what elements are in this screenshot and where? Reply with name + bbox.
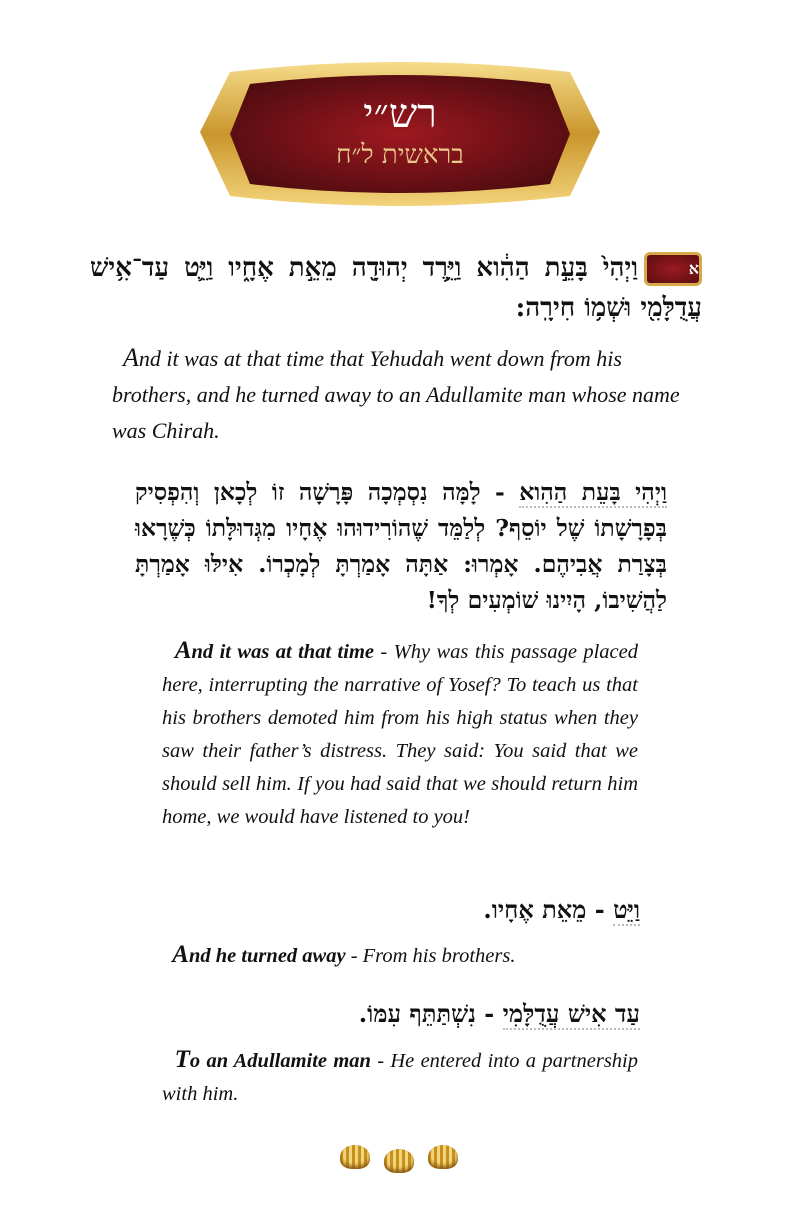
dibbur-hamatchil: וַיֵּט xyxy=(613,895,640,924)
translation-text: nd it was at that time that Yehudah went down from his brothers, and he turned away to an Adullamite man whose name was Chirah. xyxy=(112,346,680,443)
shell-icon xyxy=(384,1149,414,1173)
verse-number-badge: א xyxy=(644,252,702,286)
shell-icon xyxy=(340,1145,370,1169)
english-text: - Why was this passage placed here, interrupting the narrative of Yosef? To teach us that his brothers demoted him from his high status when they saw their father’s distress. They said: You said that we should sell him. If you had said that we should return him home, we would have listened to you! xyxy=(162,641,638,828)
dropcap: T xyxy=(174,1046,190,1073)
title-banner xyxy=(190,62,610,206)
rashi-text: - נִשְׁתַּתֵּף עִמּוֹ. xyxy=(358,999,503,1028)
verse-text: וַיְהִי֙ בָּעֵ֣ת הַהִ֔וא וַיֵּ֥רֶד יְהוּדָ֖ה מֵאֵ֣ת אֶחָ֑יו וַיֵּ֛ט עַד־אִ֥ישׁ עֲדֻלָּמִ֖י וּשְׁמ֥וֹ חִירָֽה: xyxy=(90,253,702,323)
english-text: - From his brothers. xyxy=(345,945,516,967)
rashi-text: - לָמָּה נִסְמְכָה פָּרָשָׁה זוֹ לְכָאן וְהִפְסִיק בְּפָרָשָׁתוֹ שֶׁל יוֹסֵף? לְלַמֵּד שֶׁהוֹרִידוּהוּ אֶחָיו מִגְּדוּלָּתוֹ כְּשֶׁרָאוּ בְּצָרַת אֲבִיהֶם. אָמְרוּ: אַתָּה אָמַרְתָּ לְמָכְרוֹ. אִילּוּ אָמַרְתָּ לַהֲשִׁיבוֹ, הָיִינוּ שׁוֹמְעִים לְךָ! xyxy=(135,478,667,614)
shell-icon xyxy=(428,1145,458,1169)
verse-translation xyxy=(112,340,692,449)
end-ornament xyxy=(340,1145,458,1173)
dropcap: A xyxy=(174,637,192,664)
dropcap: A xyxy=(123,343,139,372)
rashi-hebrew-2 xyxy=(483,892,640,928)
banner-title: רש״י xyxy=(363,91,437,137)
dibbur-hamatchil: עַד אִישׁ עֲדֻלָּמִי xyxy=(502,999,640,1028)
english-heading: nd he turned away xyxy=(188,945,346,967)
rashi-english-2 xyxy=(162,938,638,973)
rashi-hebrew-1 xyxy=(135,474,667,618)
dropcap: A xyxy=(172,941,189,968)
english-heading: o an Adullamite man xyxy=(189,1050,371,1072)
english-heading: nd it was at that time xyxy=(191,641,374,663)
verse-hebrew xyxy=(90,248,702,328)
banner-subtitle: בראשית ל״ח xyxy=(336,140,464,170)
rashi-hebrew-3 xyxy=(359,996,640,1032)
rashi-english-3 xyxy=(162,1043,638,1111)
english-text: - He entered into a partnership with him. xyxy=(162,1050,638,1105)
dibbur-hamatchil: וַיְהִי בָּעֵת הַהִוא xyxy=(519,478,667,506)
rashi-text: - מֵאֵת אֶחָיו. xyxy=(483,895,614,924)
rashi-english-1 xyxy=(162,634,638,834)
